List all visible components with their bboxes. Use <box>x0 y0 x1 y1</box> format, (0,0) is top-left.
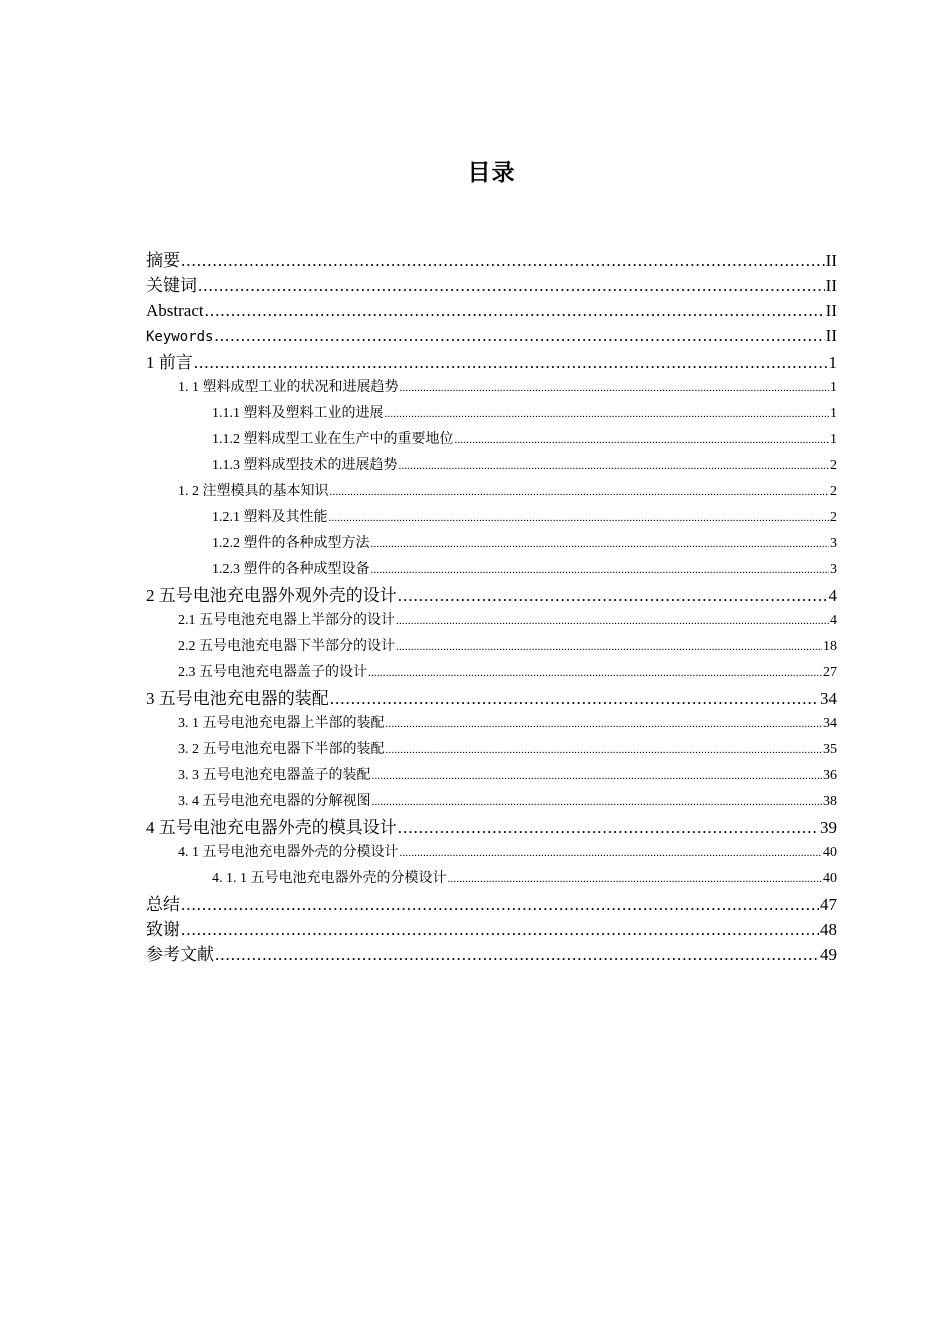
toc-entry-label: 4 五号电池充电器外壳的模具设计 <box>146 818 397 837</box>
toc-entry-label: 3 五号电池充电器的装配 <box>146 689 329 708</box>
toc-entry-label: 1.1.2 塑料成型工业在生产中的重要地位 <box>212 432 454 447</box>
toc-entry-page: 47 <box>820 895 837 914</box>
dot-leader <box>214 323 824 348</box>
dot-leader <box>371 531 830 557</box>
toc-entry-page: 36 <box>823 768 837 783</box>
toc-entry-label: 3. 4 五号电池充电器的分解视图 <box>178 794 371 809</box>
toc-entry-section-1-1-2[interactable] <box>146 427 837 453</box>
toc-entry-page: 34 <box>823 716 837 731</box>
toc-entry-chapter-1[interactable] <box>146 350 837 375</box>
toc-entry-label: 3. 3 五号电池充电器盖子的装配 <box>178 768 371 783</box>
toc-entry-page: 4 <box>830 613 837 628</box>
dot-leader <box>385 401 830 427</box>
dot-leader <box>198 273 825 298</box>
toc-entry-label: 1.1.1 塑料及塑料工业的进展 <box>212 406 384 421</box>
toc-entry-page: 2 <box>830 484 837 499</box>
toc-entry-section-1-1-1[interactable] <box>146 401 837 427</box>
toc-entry-section-4-1-1[interactable] <box>146 866 837 892</box>
dot-leader <box>396 634 822 660</box>
dot-leader <box>368 660 822 686</box>
toc-entry-label: 1.2.1 塑料及其性能 <box>212 510 328 525</box>
toc-entry-section-2-3[interactable] <box>146 660 837 686</box>
dot-leader <box>372 789 823 815</box>
dot-leader <box>194 350 828 375</box>
dot-leader <box>398 815 819 840</box>
toc-entry-abstract-cn[interactable] <box>146 248 837 273</box>
toc-entry-section-3-2[interactable] <box>146 737 837 763</box>
page-title: 目录 <box>467 160 516 186</box>
toc-entry-section-1-2-3[interactable] <box>146 557 837 583</box>
toc-entry-chapter-3[interactable] <box>146 686 837 711</box>
toc-entry-label: 摘要 <box>146 251 180 270</box>
toc-entry-label: 1.2.3 塑件的各种成型设备 <box>212 562 370 577</box>
toc-entry-label: 致谢 <box>146 920 180 939</box>
toc-entry-page: 34 <box>820 689 837 708</box>
toc-entry-page: II <box>825 301 837 320</box>
toc-entry-label: 2 五号电池充电器外观外壳的设计 <box>146 586 397 605</box>
toc-entry-page: 35 <box>823 742 837 757</box>
toc-entry-chapter-2[interactable] <box>146 583 837 608</box>
dot-leader <box>205 298 825 323</box>
toc-entry-label: 2.3 五号电池充电器盖子的设计 <box>178 665 367 680</box>
toc-entry-page: 4 <box>828 586 837 605</box>
toc-entry-label: 4. 1. 1 五号电池充电器外壳的分模设计 <box>212 871 447 886</box>
toc-entry-page: 38 <box>823 794 837 809</box>
toc-entry-label: 1 前言 <box>146 353 193 372</box>
toc-entry-section-1-1-3[interactable] <box>146 453 837 479</box>
toc-entry-page: 40 <box>823 871 837 886</box>
dot-leader <box>400 840 823 866</box>
toc-entry-section-3-1[interactable] <box>146 711 837 737</box>
toc-entry-page: 1 <box>830 406 837 421</box>
toc-entry-label: Keywords <box>146 329 214 345</box>
toc-entry-abstract-en[interactable] <box>146 298 837 323</box>
toc-entry-summary[interactable] <box>146 892 837 917</box>
toc-entry-section-1-2-2[interactable] <box>146 531 837 557</box>
toc-entry-label: 1. 2 注塑模具的基本知识 <box>178 484 329 499</box>
dot-leader <box>330 479 830 505</box>
toc-entry-section-3-3[interactable] <box>146 763 837 789</box>
toc-entry-page: 3 <box>830 562 837 577</box>
dot-leader <box>181 917 819 942</box>
toc-entry-label: 1. 1 塑料成型工业的状况和进展趋势 <box>178 380 399 395</box>
dot-leader <box>330 686 819 711</box>
dot-leader <box>448 866 823 892</box>
toc-entry-label: 2.1 五号电池充电器上半部分的设计 <box>178 613 395 628</box>
toc-entry-label: 3. 1 五号电池充电器上半部的装配 <box>178 716 385 731</box>
toc-entry-page: 40 <box>823 845 837 860</box>
toc-entry-page: 49 <box>820 945 837 964</box>
toc-entry-section-2-1[interactable] <box>146 608 837 634</box>
toc-entry-label: 1.1.3 塑料成型技术的进展趋势 <box>212 458 398 473</box>
toc-entry-page: 3 <box>830 536 837 551</box>
toc-entry-keywords-en[interactable] <box>146 323 837 350</box>
toc-entry-label: 1.2.2 塑件的各种成型方法 <box>212 536 370 551</box>
dot-leader <box>329 505 830 531</box>
toc-entry-label: 4. 1 五号电池充电器外壳的分模设计 <box>178 845 399 860</box>
toc-entry-label: 2.2 五号电池充电器下半部分的设计 <box>178 639 395 654</box>
toc-entry-page: 1 <box>830 380 837 395</box>
toc-entry-section-1-2[interactable] <box>146 479 837 505</box>
dot-leader <box>400 375 830 401</box>
toc-entry-page: II <box>825 276 837 295</box>
toc-entry-section-2-2[interactable] <box>146 634 837 660</box>
toc-entry-page: 39 <box>820 818 837 837</box>
toc-entry-page: II <box>825 251 837 270</box>
dot-leader <box>181 248 825 273</box>
toc-entry-acknowledgements[interactable] <box>146 917 837 942</box>
dot-leader <box>398 583 828 608</box>
dot-leader <box>181 892 819 917</box>
toc-entry-label: 3. 2 五号电池充电器下半部的装配 <box>178 742 385 757</box>
toc-entry-chapter-4[interactable] <box>146 815 837 840</box>
dot-leader <box>396 608 829 634</box>
table-of-contents <box>146 248 837 967</box>
toc-entry-page: 18 <box>823 639 837 654</box>
dot-leader <box>386 711 823 737</box>
toc-entry-page: II <box>825 326 837 345</box>
toc-entry-page: 2 <box>830 510 837 525</box>
toc-entry-page: 27 <box>823 665 837 680</box>
toc-entry-label: 总结 <box>146 895 180 914</box>
dot-leader <box>386 737 823 763</box>
toc-entry-page: 48 <box>820 920 837 939</box>
toc-entry-section-3-4[interactable] <box>146 789 837 815</box>
dot-leader <box>399 453 830 479</box>
toc-entry-section-1-2-1[interactable] <box>146 505 837 531</box>
toc-entry-label: 关键词 <box>146 276 197 295</box>
toc-entry-section-4-1[interactable] <box>146 840 837 866</box>
dot-leader <box>371 557 830 583</box>
toc-entry-page: 2 <box>830 458 837 473</box>
toc-entry-label: Abstract <box>146 301 204 320</box>
toc-entry-page: 1 <box>828 353 837 372</box>
toc-entry-label: 参考文献 <box>146 945 214 964</box>
toc-entry-references[interactable] <box>146 942 837 967</box>
toc-entry-keywords-cn[interactable] <box>146 273 837 298</box>
toc-entry-section-1-1[interactable] <box>146 375 837 401</box>
dot-leader <box>215 942 819 967</box>
toc-entry-page: 1 <box>830 432 837 447</box>
dot-leader <box>455 427 830 453</box>
dot-leader <box>372 763 823 789</box>
